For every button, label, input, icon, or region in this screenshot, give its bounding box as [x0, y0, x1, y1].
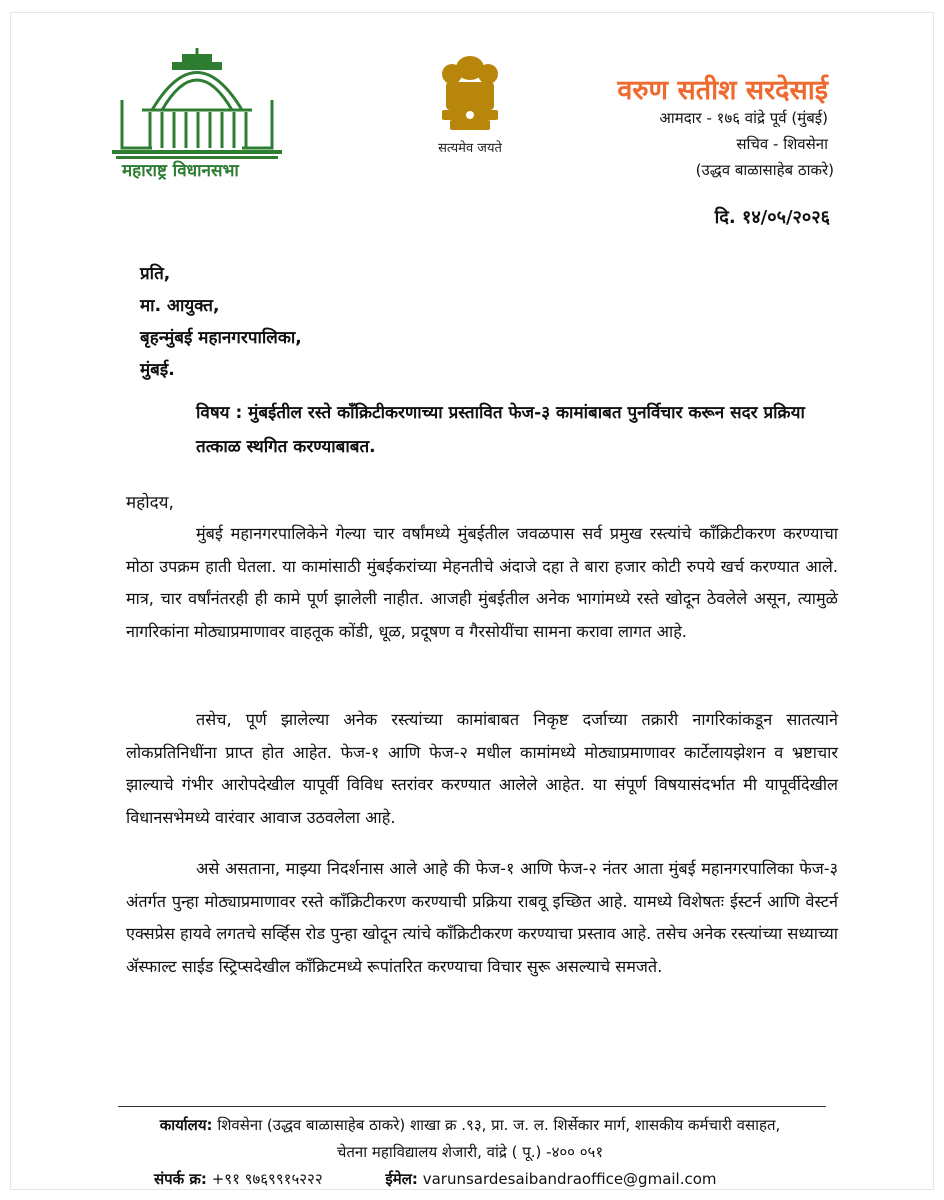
- footer-divider: [118, 1106, 826, 1107]
- salutation: महोदय,: [126, 493, 174, 513]
- emblem-motto: सत्यमेव जयते: [438, 141, 502, 156]
- footer: [110, 1112, 830, 1193]
- letter-subject: विषय : मुंबईतील रस्ते कॉंक्रिटीकरणाच्या प्रस्तावित फेज-३ कामांबाबत पुनर्विचार करून सदर प्रक्रिया तत्काळ स्थगित करण्याबाबत.: [196, 403, 805, 457]
- office-address: शिवसेना (उद्धव बाळासाहेब ठाकरे) शाखा क्र .९३, प्रा. ज. ल. शिर्सेकार मार्ग, शासकीय कर्मचारी वसाहत,: [217, 1116, 781, 1134]
- email-address[interactable]: varunsardesaibandraoffice@gmail.com: [422, 1170, 717, 1188]
- national-emblem-icon: [420, 52, 520, 152]
- letter-date: दि. १४/०५/२०२६: [714, 207, 830, 228]
- office-label: कार्यालय:: [159, 1116, 213, 1134]
- mla-title: आमदार - १७६ वांद्रे पूर्व (मुंबई): [659, 109, 828, 127]
- recipient-line: प्रति,: [140, 264, 171, 284]
- office-address-line-1: [110, 1112, 830, 1139]
- office-address-line-2: चेतना महाविद्यालय शेजारी, वांद्रे ( पू.) -४०० ०५१: [336, 1143, 604, 1161]
- recipient-line: मा. आयुक्त,: [140, 296, 220, 316]
- vidhan-sabha-building-icon: [112, 40, 282, 160]
- recipient-line: बृहन्मुंबई महानगरपालिका,: [140, 328, 302, 348]
- recipient-block: [140, 258, 302, 386]
- contact-label: संपर्क क्र:: [154, 1170, 207, 1188]
- mla-role: सचिव - शिवसेना: [736, 135, 828, 153]
- contact-line: [110, 1166, 830, 1193]
- body-paragraph: मुंबई महानगरपालिकेने गेल्या चार वर्षांमध्ये मुंबईतील जवळपास सर्व प्रमुख रस्त्यांचे कॉंक्रिटीकरण करण्याचा मोठा उपक्रम हाती घेतला. या कामांसाठी मुंबईकरांच्या मेहनतीचे अंदाजे दहा ते बारा हजार कोटी रुपये खर्च करण्यात आले. मात्र, चार वर्षांनंतरही ही कामे पूर्ण झालेली नाहीत. आजही मुंबईतील अनेक भागांमध्ये रस्ते खोदून ठेवलेले असून, त्यामुळे नागरिकांना मोठ्याप्रमाणावर वाहतूक कोंडी, धूळ, प्रदूषण व गैरसोयींचा सामना करावा लागत आहे.: [126, 524, 838, 641]
- body-paragraph: असे असताना, माझ्या निदर्शनास आले आहे की फेज-१ आणि फेज-२ नंतर आता मुंबई महानगरपालिका फेज-३ अंतर्गत पुन्हा मोठ्याप्रमाणावर रस्ते कॉंक्रिटीकरण करण्याची प्रक्रिया राबवू इच्छित आहे. यामध्ये विशेषतः ईस्टर्न आणि वेस्टर्न एक्सप्रेस हायवे लगतचे सर्व्हिस रोड पुन्हा खोदून त्यांचे कॉंक्रिटीकरण करण्याचा प्रस्ताव आहे. तसेच अनेक रस्त्यांच्या सध्याच्या ॲस्फाल्ट साईड स्ट्रिप्सदेखील कॉंक्रिटमध्ये रूपांतरित करण्याचा विचार सुरू असल्याचे समजते.: [126, 859, 838, 976]
- mla-party: (उद्धव बाळासाहेब ठाकरे): [695, 161, 834, 179]
- email-label: ईमेल:: [385, 1170, 418, 1188]
- recipient-line: मुंबई.: [140, 360, 175, 380]
- contact-number: +९१ ९७६९९१५२२२: [211, 1170, 323, 1188]
- body-paragraph: तसेच, पूर्ण झालेल्या अनेक रस्त्यांच्या कामांबाबत निकृष्ट दर्जाच्या तक्रारी नागरिकांकडून सातत्याने लोकप्रतिनिधींना प्राप्त होत आहेत. फेज-१ आणि फेज-२ मधील कामांमध्ये मोठ्याप्रमाणावर कार्टेलायझेशन व भ्रष्टाचार झाल्याचे गंभीर आरोपदेखील यापूर्वी विविध स्तरांवर करण्यात आलेले आहेत. या संपूर्ण विषयासंदर्भात मी यापूर्वीदेखील विधानसभेमध्ये वारंवार आवाज उठवलेला आहे.: [126, 710, 838, 827]
- vidhan-sabha-name: महाराष्ट्र विधानसभा: [122, 161, 239, 181]
- mla-name: वरुण सतीश सरदेसाई: [617, 75, 828, 106]
